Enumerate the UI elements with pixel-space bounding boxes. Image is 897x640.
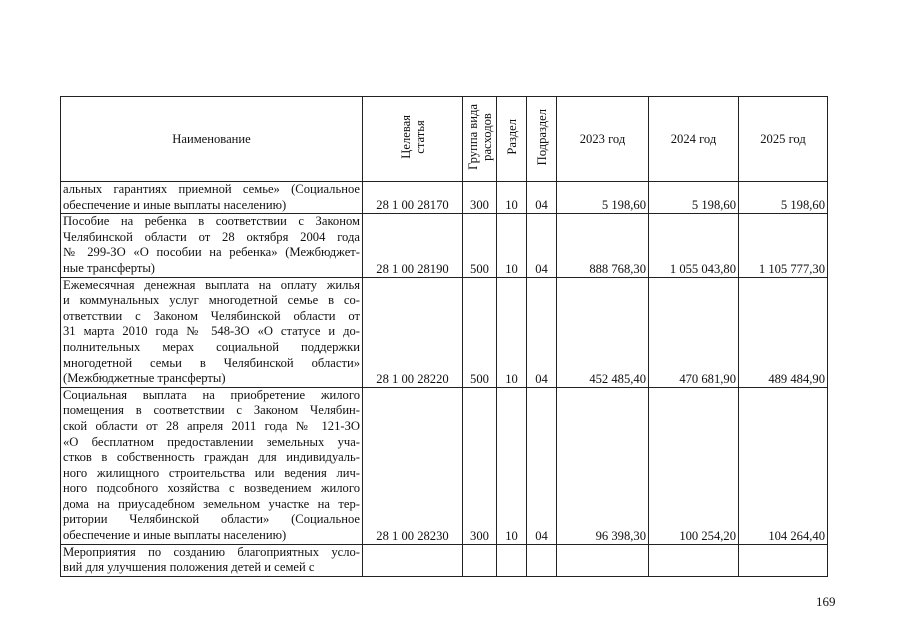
table-body: [61, 182, 828, 577]
cell-name: [61, 277, 363, 387]
cell-target-article: 28 1 00 28230: [363, 387, 463, 544]
header-expense-group: [463, 97, 497, 182]
cell-name-line: обеспечение и иные выплаты населению): [63, 197, 287, 212]
header-expense-group-label: Группа вида расходов: [465, 104, 494, 170]
cell-name-line: ской области от 28 апреля 2011 года № 121-ЗО: [63, 418, 360, 433]
cell-target-article: 28 1 00 28220: [363, 277, 463, 387]
cell-2024: 470 681,90: [649, 277, 739, 387]
table-row: [61, 544, 828, 576]
cell-2025: 104 264,40: [739, 387, 828, 544]
cell-subsection: 04: [527, 387, 557, 544]
table-row: [61, 214, 828, 277]
cell-name-line: ного жилищного строительства или ведения лич-: [63, 465, 360, 480]
cell-name-line: ного подсобного хозяйства с возведением жилого: [63, 481, 360, 496]
page-number: 169: [816, 594, 836, 609]
cell-subsection: 04: [527, 214, 557, 277]
cell-name-line: стков в собственность граждан для индивидуаль-: [63, 450, 360, 465]
cell-subsection: 04: [527, 182, 557, 214]
cell-name-line: помещения в соответствии с Законом Челябин-: [63, 403, 360, 418]
cell-name-line: 31 марта 2010 года № 548-ЗО «О статусе и до-: [63, 324, 360, 339]
cell-name-line: № 299-ЗО «О пособии на ребенка» (Межбюджет-: [63, 245, 360, 260]
budget-table: [60, 96, 828, 577]
header-name: Наименование: [61, 97, 363, 182]
header-subsection-label: Подраздел: [534, 108, 549, 166]
cell-name-line: ные трансферты): [63, 260, 156, 275]
header-2025: 2025 год: [739, 97, 828, 182]
cell-expense-group: 300: [463, 387, 497, 544]
cell-target-article: 28 1 00 28190: [363, 214, 463, 277]
header-2023: 2023 год: [557, 97, 649, 182]
cell-section: 10: [497, 277, 527, 387]
table-row: [61, 182, 828, 214]
table-row: [61, 387, 828, 544]
cell-name-line: Социальная выплата на приобретение жилого: [63, 387, 360, 402]
cell-expense-group: 500: [463, 277, 497, 387]
cell-2023: 5 198,60: [557, 182, 649, 214]
cell-section: [497, 544, 527, 576]
cell-name-line: многодетной семьи в Челябинской области»: [63, 355, 360, 370]
cell-2024: 100 254,20: [649, 387, 739, 544]
cell-expense-group: [463, 544, 497, 576]
cell-name-line: Пособие на ребенка в соответствии с Законом: [63, 214, 360, 229]
header-target-article: [363, 97, 463, 182]
cell-name-line: полнительных мерах социальной поддержки: [63, 339, 360, 354]
cell-name: [61, 387, 363, 544]
cell-2023: [557, 544, 649, 576]
cell-section: 10: [497, 182, 527, 214]
cell-name-line: Мероприятия по созданию благоприятных усло-: [63, 544, 360, 559]
table-header-row: [61, 97, 828, 182]
cell-expense-group: 500: [463, 214, 497, 277]
cell-2025: [739, 544, 828, 576]
cell-name-line: дома на приусадебном земельном участке на тер-: [63, 496, 360, 511]
cell-2025: 489 484,90: [739, 277, 828, 387]
cell-2023: 452 485,40: [557, 277, 649, 387]
cell-name-line: ответствии с Законом Челябинской области от: [63, 308, 360, 323]
cell-2023: 888 768,30: [557, 214, 649, 277]
cell-name: [61, 182, 363, 214]
cell-name-line: Челябинской области от 28 октября 2004 года: [63, 229, 360, 244]
cell-2024: 5 198,60: [649, 182, 739, 214]
cell-name-line: вий для улучшения положения детей и семей с: [63, 560, 315, 575]
header-section-label: Раздел: [504, 119, 519, 155]
cell-2025: 1 105 777,30: [739, 214, 828, 277]
cell-subsection: [527, 544, 557, 576]
cell-name-line: обеспечение и иные выплаты населению): [63, 528, 287, 543]
table-row: [61, 277, 828, 387]
cell-name-line: (Межбюджетные трансферты): [63, 371, 226, 386]
header-section: [497, 97, 527, 182]
cell-section: 10: [497, 214, 527, 277]
cell-name-line: альных гарантиях приемной семье» (Социальное: [63, 182, 360, 196]
header-2024: 2024 год: [649, 97, 739, 182]
cell-name: [61, 544, 363, 576]
cell-section: 10: [497, 387, 527, 544]
header-target-article-label: Целевая статья: [398, 115, 427, 159]
cell-2024: [649, 544, 739, 576]
cell-2024: 1 055 043,80: [649, 214, 739, 277]
cell-name-line: «О бесплатном предоставлении земельных уча-: [63, 434, 360, 449]
cell-2023: 96 398,30: [557, 387, 649, 544]
header-subsection: [527, 97, 557, 182]
cell-subsection: 04: [527, 277, 557, 387]
cell-name-line: ритории Челябинской области» (Социальное: [63, 512, 360, 527]
cell-name-line: и коммунальных услуг многодетной семье в со-: [63, 293, 360, 308]
cell-expense-group: 300: [463, 182, 497, 214]
cell-name-line: Ежемесячная денежная выплата на оплату жилья: [63, 277, 360, 292]
cell-target-article: 28 1 00 28170: [363, 182, 463, 214]
cell-name: [61, 214, 363, 277]
cell-target-article: [363, 544, 463, 576]
cell-2025: 5 198,60: [739, 182, 828, 214]
